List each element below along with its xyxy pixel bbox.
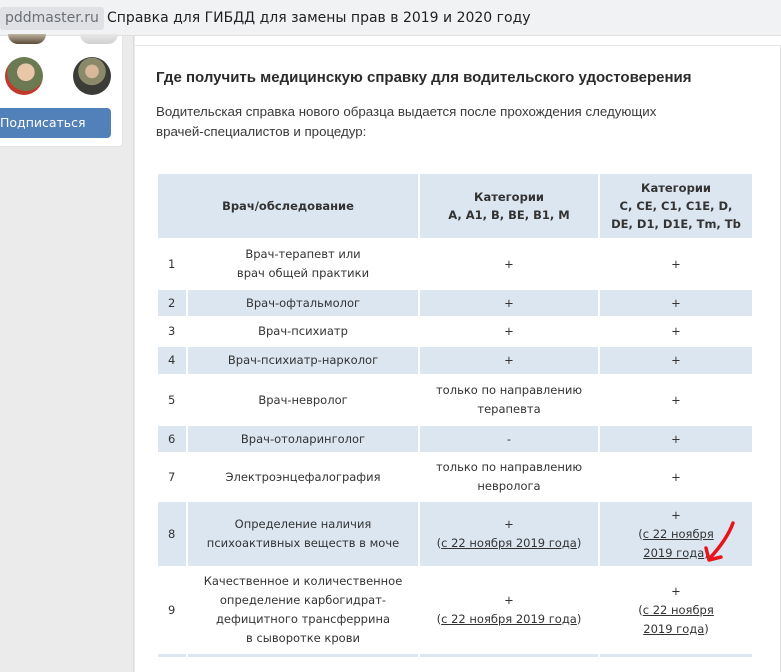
cat1-line: терапевта [477,402,541,416]
divider [135,45,781,46]
table-row [158,426,752,452]
article-content [135,36,781,672]
date-note: (с 22 ноября 2019 года) [436,612,582,626]
community-widget [0,36,123,147]
date-note: (с 22 ноября [638,526,714,541]
table-row [158,454,752,500]
row-cat2: + [671,324,681,338]
row-doctor: Врач-невролог [258,392,348,407]
cat1-line: только по направлению [435,460,583,474]
header-categories-1 [420,174,598,238]
row-number: 4 [158,347,186,374]
doctor-line: врач общей практики [236,266,370,280]
member-avatar-4[interactable] [73,57,111,95]
row-doctor: Врач-офтальмолог [188,290,418,316]
cat1-line: только по направлению [435,383,583,397]
section-heading: Где получить медицинскую справку для водительского удостоверения [156,69,692,86]
subscribe-button[interactable]: Подписаться [0,108,111,138]
row-number: 6 [158,426,186,452]
browser-title-bar [0,0,781,36]
header-cat2-line2: DE, D1, D1E, Tm, Tb [611,217,741,231]
row-cat1: + [420,290,598,316]
row-number: 7 [168,469,176,484]
doctor-line: Качественное и количественное [203,574,403,588]
member-avatar-1[interactable] [8,34,46,44]
sidebar [0,36,134,672]
row-number: 1 [168,256,176,271]
page-title: Справка для ГИБДД для замены прав в 2019 и 2020 году [107,10,531,26]
row-doctor [188,568,418,652]
date-note: (с 22 ноября [638,602,714,617]
table-row [158,240,752,288]
row-number: 8 [158,502,186,566]
header-cat2-title: Категории [641,181,711,195]
row-cat2: + [600,347,752,374]
row-cat2: + [671,392,681,407]
row-doctor [188,240,418,288]
row-doctor: Врач-отоларинголог [188,426,418,452]
date-note: 2019 года) [643,545,709,560]
intro-paragraph [156,102,756,142]
row-cat2: + [600,290,752,316]
plus-mark: + [504,593,514,607]
row-doctor: Врач-психиатр [258,324,348,338]
border-cell [188,654,418,657]
header-cat1-list: A, A1, B, BE, B1, M [448,208,570,222]
doctor-line: психоактивных веществ в моче [206,536,400,550]
row-cat2: + [671,256,681,271]
border-cell [158,654,186,657]
doctor-line: в сыворотке крови [246,631,360,645]
row-number: 5 [168,392,176,407]
table-row [158,318,752,345]
header-doctor: Врач/обследование [158,174,418,238]
row-doctor: Врач-психиатр-нарколог [188,347,418,374]
date-link[interactable]: 2019 года [643,621,705,636]
row-cat1: + [504,256,514,271]
row-number: 3 [168,324,176,338]
plus-mark: + [671,507,681,522]
row-cat2 [600,568,752,652]
doctor-line: Определение наличия [234,517,372,531]
intro-line-1: Водительская справка нового образца выдается после прохождения следующих [156,104,657,119]
table-row [158,290,752,316]
header-cat2-line1: C, CE, C1, C1E, D, [619,199,733,213]
row-number: 2 [158,290,186,316]
row-cat1 [420,502,598,566]
header-categories-2 [600,174,752,238]
member-avatar-2[interactable] [80,34,118,44]
table-row [158,347,752,374]
doctor-line: Врач-терапевт или [245,247,361,261]
row-number: 9 [168,602,176,617]
date-link[interactable]: с 22 ноября 2019 года [441,536,577,550]
row-cat2: + [600,426,752,452]
row-cat1 [420,454,598,500]
row-cat1: + [420,347,598,374]
table-bottom-border [158,654,752,657]
doctor-line: определение карбогидрат- [219,593,387,607]
table-row [158,502,752,566]
table-row [158,568,752,652]
row-doctor [188,502,418,566]
member-avatar-3[interactable] [5,57,43,95]
doctor-line: дефицитного трансферрина [215,612,391,626]
border-cell [600,654,752,657]
intro-line-2: врачей-специалистов и процедур: [156,124,367,139]
cat1-line: невролога [477,479,541,493]
row-cat1: + [504,324,514,338]
date-note: 2019 года) [643,621,709,636]
date-note: (с 22 ноября 2019 года) [436,536,582,550]
header-cat1-title: Категории [474,190,544,204]
row-cat2: + [671,469,681,484]
row-cat1: - [420,426,598,452]
plus-mark: + [671,583,681,598]
row-cat1 [420,568,598,652]
table-row [158,376,752,424]
row-doctor: Электроэнцефалография [225,469,381,484]
date-link[interactable]: с 22 ноября 2019 года [441,612,577,626]
table-header-row [158,174,752,238]
medical-requirements-table [156,172,754,659]
row-cat2 [600,502,752,566]
row-cat1 [420,376,598,424]
site-domain-chip[interactable]: pddmaster.ru [0,7,104,30]
date-link[interactable]: с 22 ноября [642,602,714,617]
date-link[interactable]: 2019 года [643,545,705,560]
border-cell [420,654,598,657]
plus-mark: + [504,517,514,531]
date-link[interactable]: с 22 ноября [642,526,714,541]
